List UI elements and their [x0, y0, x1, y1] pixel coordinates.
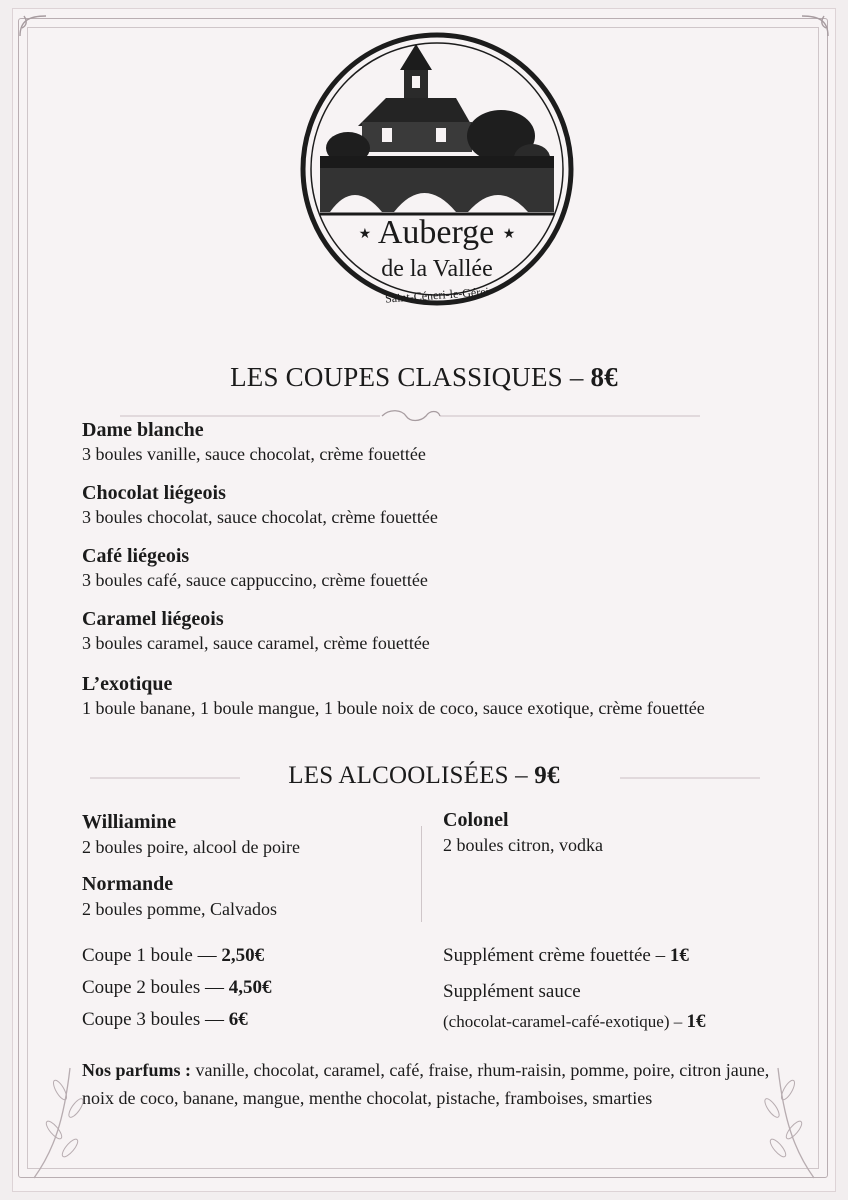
item-name: Williamine — [82, 811, 177, 833]
section-title-alcoolisees: LES ALCOOLISÉES – 9€ — [288, 762, 560, 789]
menu-item — [82, 418, 802, 466]
section-title-classiques: LES COUPES CLASSIQUES – 8€ — [230, 362, 618, 392]
price-line-coupe-3: Coupe 3 boules — 6€ — [82, 1009, 248, 1030]
supplement-sauce-label: Supplément sauce — [443, 981, 581, 1002]
menu-item — [82, 544, 802, 592]
item-name: Chocolat liégeois — [82, 482, 226, 504]
menu-item — [82, 672, 782, 720]
auberge-logo — [296, 16, 578, 326]
item-description: 2 boules pomme, Calvados — [82, 899, 277, 919]
corner-ornament-icon — [16, 10, 56, 40]
item-description: 3 boules caramel, sauce caramel, crème fouettée — [82, 633, 430, 653]
star-icon: ★ — [502, 227, 516, 243]
leaf-sprig-icon — [744, 1060, 824, 1180]
item-name: Colonel — [443, 809, 509, 831]
flavours-list — [82, 1056, 782, 1112]
item-name: Normande — [82, 873, 174, 895]
item-description: 3 boules vanille, sauce chocolat, crème fouettée — [82, 444, 426, 464]
item-name: Dame blanche — [82, 419, 204, 441]
item-description: 3 boules café, sauce cappuccino, crème fouettée — [82, 570, 428, 590]
logo-location: Saint-Céneri-le-Gérei — [384, 284, 490, 306]
star-icon: ★ — [358, 227, 372, 243]
item-description: 3 boules chocolat, sauce chocolat, crème fouettée — [82, 507, 438, 527]
menu-item — [82, 607, 802, 655]
flavours-label: Nos parfums : — [82, 1060, 192, 1080]
logo-name — [296, 214, 578, 254]
item-description: 2 boules citron, vodka — [443, 835, 603, 855]
supplement-sauce-detail: (chocolat-caramel-café-exotique) – 1€ — [443, 1011, 706, 1032]
leaf-sprig-icon — [24, 1060, 104, 1180]
column-divider — [421, 826, 422, 922]
menu-item — [82, 872, 412, 922]
menu-item — [443, 808, 773, 858]
price-line-coupe-1: Coupe 1 boule — 2,50€ — [82, 945, 265, 966]
corner-ornament-icon — [792, 10, 832, 40]
supplement-creme: Supplément crème fouettée – 1€ — [443, 945, 689, 966]
item-name: Caramel liégeois — [82, 608, 224, 630]
logo-subtitle: de la Vallée — [381, 256, 493, 282]
item-description: 1 boule banane, 1 boule mangue, 1 boule noix de coco, sauce exotique, crème fouettée — [82, 698, 705, 718]
item-name: Café liégeois — [82, 545, 190, 567]
item-name: L’exotique — [82, 673, 173, 695]
item-description: 2 boules poire, alcool de poire — [82, 837, 300, 857]
logo-name-line1: Auberge — [377, 214, 495, 251]
menu-item — [82, 481, 802, 529]
price-line-coupe-2: Coupe 2 boules — 4,50€ — [82, 977, 272, 998]
flavours-text: vanille, chocolat, caramel, café, fraise, rhum-raisin, pomme, poire, citron jaune, noix de coco, banane, mangue, menthe chocolat, pistache, framboises, smarties — [82, 1060, 770, 1108]
menu-item — [82, 810, 412, 860]
